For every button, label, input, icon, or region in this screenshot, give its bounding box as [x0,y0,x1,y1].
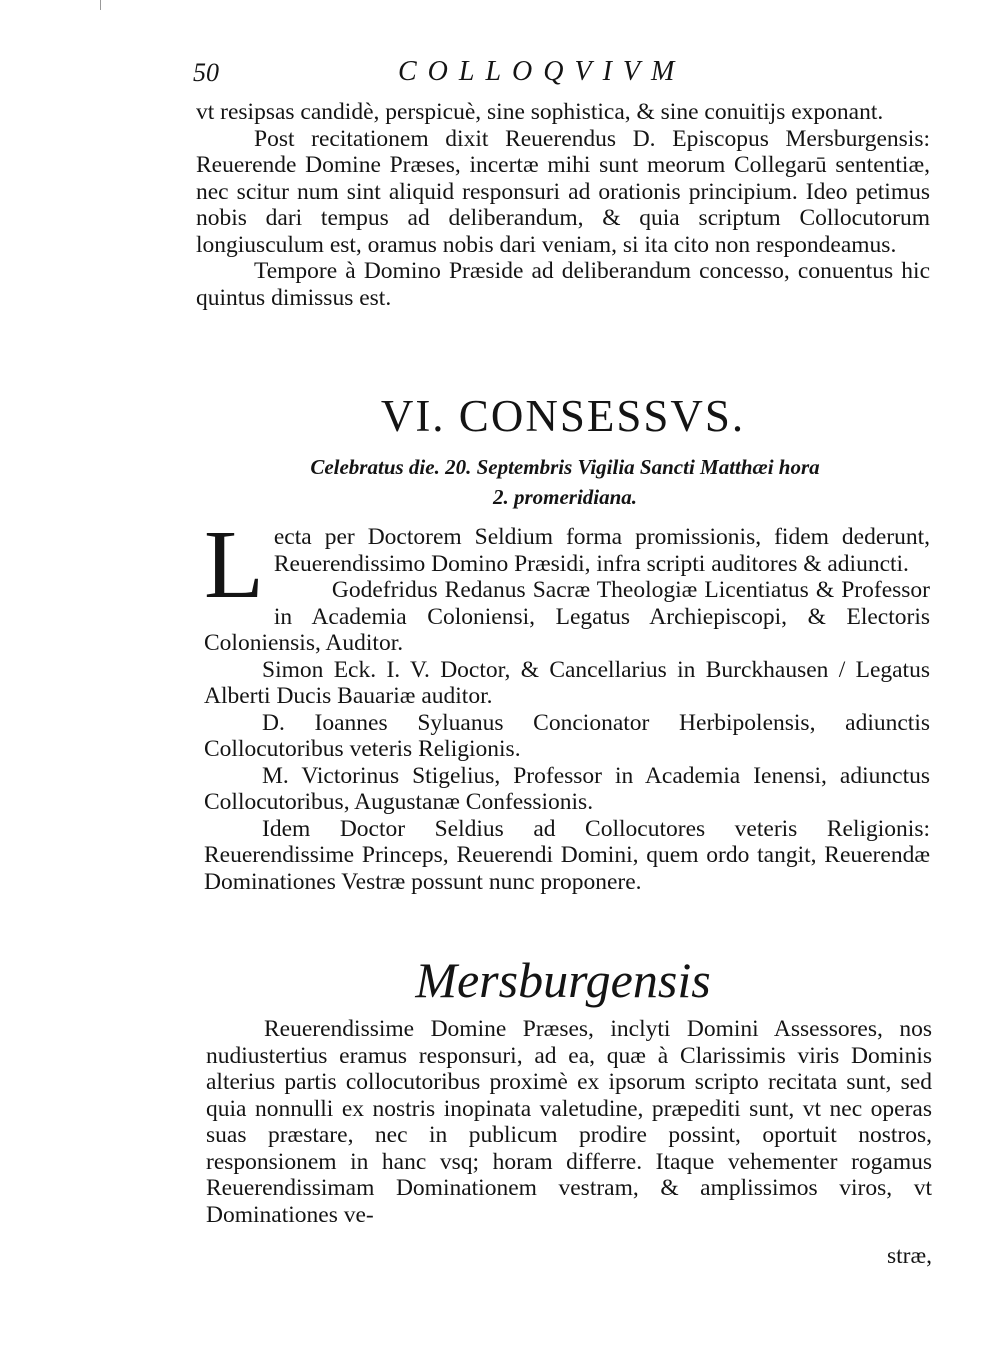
drop-cap: L [204,511,264,619]
paragraph: M. Victorinus Stigelius, Professor in Academia Ienensi, adiunctus Collocutoribus, Augustanæ Confessionis. [204,762,930,815]
session-date [230,452,900,512]
paragraph: Godefridus Redanus Sacræ Theologiæ Licentiatus & Professor in Academia Coloniensi, Legatus Archiepiscopi, & Electoris Coloniensis, Auditor. [204,577,930,656]
paragraph: Idem Doctor Seldius ad Collocutores veteris Religionis: Reuerendissime Princeps, Reuerendi Domini, quem ordo tangit, Reuerendæ Dominationes Vestræ possunt nunc proponere. [204,815,930,895]
paragraph: D. Ioannes Syluanus Concionator Herbipolensis, adiunctis Collocutoribus veteris Religionis. [204,709,930,762]
page-number: 50 [193,58,219,87]
catchword: stræ, [886,1243,932,1269]
intro-line: vt resipsas candidè, perspicuè, sine sophistica, & sine conuitijs exponant. [196,99,884,125]
running-title: COLLOQVIVM [398,56,686,87]
paragraph: Simon Eck. I. V. Doctor, & Cancellarius in Burckhausen / Legatus Alberti Ducis Bauariæ auditor. [204,656,930,709]
intro-text [196,99,930,311]
crop-mark [100,0,101,10]
first-paragraph-text: ecta per Doctorem Seldium forma promissionis, fidem dederunt, Reuerendissimo Domino Præsidi, infra scripti auditores & adiuncti. [273,524,930,577]
intro-paragraph: Tempore à Domino Præside ad deliberandum concesso, conuentus hic quintus dimissus est. [196,258,930,311]
session-date-line: 2. promeridiana. [492,485,638,509]
speech-text [206,1016,932,1228]
intro-paragraph: Post recitationem dixit Reuerendus D. Episcopus Mersburgensis: Reuerende Domine Præses, incertæ mihi sunt meorum Collegarū sententiæ, nec scitur num sint aliquid responsuri ad orationis principium. Ideo petimus nobis dari tempus ad deliberandum, & quia scriptum Collocutorum longiusculum est, oramus nobis dari veniam, si ita cito non respondeamus. [196,125,930,258]
speech-paragraph: Reuerendissime Domine Præses, inclyti Domini Assessores, nos nudiustertius eramus responsuri, ad ea, quæ à Clarissimis viris Dominis alterius partis collocutoribus proximè ex ipsorum scripto recitata sunt, sed quia nonnulli ex nostris inopinata valetudine, præpediti sunt, vt nec operas suas præstare, nec in publicum prodire possint, oportuit nostros, responsionem in hanc vsq; horam differre. Itaque vehementer rogamus Reuerendissimam Dominationem vestram, & amplissimos viros, vt Dominationes ve- [206,1016,932,1228]
page-header [193,58,753,94]
session-date-line: Celebratus die. 20. Septembris Vigilia Sancti Matthæi hora [310,455,820,479]
main-text [204,511,930,895]
speaker-heading: Mersburgensis [415,952,711,1008]
section-heading: VI. CONSESSVS. [380,391,746,441]
